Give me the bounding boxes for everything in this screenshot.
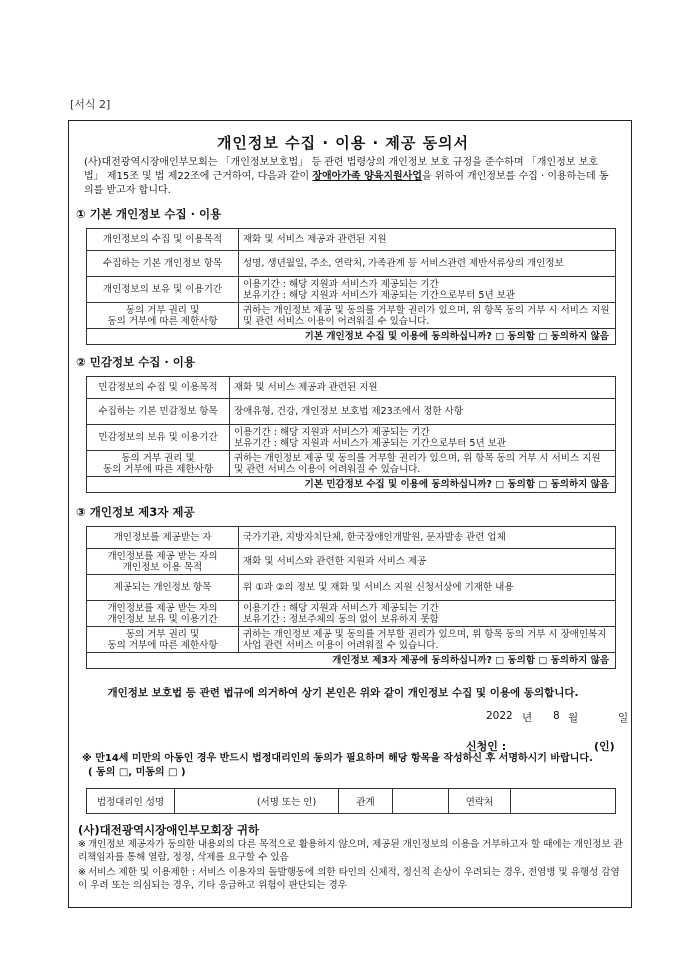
legal-representative-table — [86, 788, 616, 814]
row-label: 개인정보의 보유 및 이용기간 — [87, 277, 239, 303]
label-line-1: 개인정보를 제공 받는 자의 — [107, 602, 218, 614]
date-year[interactable]: 2022 — [486, 710, 513, 722]
row-label: 제공되는 개인정보 항목 — [87, 575, 239, 601]
applicant-seal[interactable]: (인) — [594, 740, 615, 753]
row-value: 위 ①과 ②의 정보 및 재화 및 서비스 지원 신청서상에 기재한 내용 — [239, 575, 616, 601]
table-row — [87, 277, 616, 303]
usage-period: 이용기간 : 해당 지원과 서비스가 제공되는 기간 — [234, 426, 430, 438]
row-value: 재화 및 서비스와 관련한 지원과 서비스 제공 — [239, 549, 616, 575]
section3-table — [86, 526, 616, 669]
row-value — [239, 601, 616, 627]
row-value — [230, 425, 616, 451]
label-line-2: 동의 거부에 따른 제한사항 — [107, 315, 218, 327]
table-row — [87, 399, 616, 425]
table-row — [87, 549, 616, 575]
intro-text-2: 을 위하여 개인정보를 수집 · 이용하는데 동의를 받고자 합니다. — [84, 171, 609, 196]
consent-question[interactable]: 개인정보 제3자 제공에 동의하십니까? □ 동의함 □ 동의하지 않음 — [87, 653, 616, 669]
row-label: 수집하는 기본 민감정보 항목 — [87, 399, 230, 425]
row-value: 귀하는 개인정보 제공 및 동의를 거부할 권리가 있으며, 위 항목 동의 거부 시 서비스 지원 및 관련 서비스 이용이 어려워질 수 있습니다. — [239, 303, 616, 329]
label-line-1: 동의 거부 권리 및 — [125, 628, 200, 640]
row-label — [87, 451, 230, 477]
label-line-2: 동의 거부에 따른 제한사항 — [102, 463, 213, 475]
table-row — [87, 575, 616, 601]
label-line-2: 동의 거부에 따른 제한사항 — [107, 639, 218, 651]
section2-table — [86, 376, 616, 493]
table-row — [87, 251, 616, 277]
retention-period: 보유기간 : 해당 지원과 서비스가 제공되는 기간으로부터 5년 보관 — [234, 437, 507, 449]
row-value: 귀하는 개인정보 제공 및 동의를 거부할 권리가 있으며, 위 항목 동의 거부 시 장애인복지사업 관련 서비스 이용이 어려워질 수 있습니다. — [239, 627, 616, 653]
guardian-notice — [82, 752, 622, 780]
row-label — [87, 601, 239, 627]
representative-name-label: 법정대리인 성명 — [87, 789, 175, 814]
row-label — [87, 303, 239, 329]
label-line-2: 개인정보 이용 목적 — [122, 561, 203, 573]
guardian-consent-checkboxes[interactable]: ( 동의 □, 미동의 □ ) — [88, 767, 186, 778]
intro-paragraph — [84, 156, 614, 198]
recipient-line: (사)대전광역시장애인부모회장 귀하 — [78, 823, 260, 837]
row-value: 장애유형, 건강, 개인정보 보호법 제23조에서 정한 사항 — [230, 399, 616, 425]
contact-label: 연락처 — [449, 789, 511, 814]
table-row — [87, 229, 616, 251]
label-line-2: 개인정보 보유 및 이용기간 — [107, 613, 218, 625]
consent-question-row — [87, 329, 616, 345]
footnote-1 — [78, 838, 624, 864]
table-row — [87, 451, 616, 477]
row-label: 개인정보의 수집 및 이용목적 — [87, 229, 239, 251]
row-label: 수집하는 기본 개인정보 항목 — [87, 251, 239, 277]
retention-period: 보유기간 : 해당 지원과 서비스가 제공되는 기간으로부터 5년 보관 — [243, 289, 516, 301]
representative-name-field[interactable] — [175, 789, 339, 814]
table-row — [87, 303, 616, 329]
date-month-unit: 월 — [568, 712, 579, 724]
label-line-1: 동의 거부 권리 및 — [125, 304, 200, 316]
section2-title: ② 민감정보 수집 · 이용 — [76, 355, 195, 369]
date-day-unit: 일 — [618, 712, 629, 724]
row-label — [87, 549, 239, 575]
row-label: 민감정보의 수집 및 이용목적 — [87, 377, 230, 399]
row-label — [87, 627, 239, 653]
intro-text-1: (사)대전광역시장애인부모회는 「개인정보보호법」 등 관련 법령상의 개인정보 보호 규정을 준수하며 「개인정보 보호법」 제15조 및 법 제22조에 근거하여, 다음과 같이 — [84, 157, 598, 182]
footnote-text: 서비스 제한 및 이용제한 : 서비스 이용자의 돌발행동에 의한 타인의 신체적, 정신적 손상이 우려되는 경우, 전염병 및 유행성 감염이 우려 또는 의심되는 경우, 기타 응급하고 위험이 판단되는 경우 — [78, 867, 620, 891]
contact-field[interactable] — [511, 789, 616, 814]
intro-emphasis: 장애아가족 양육지원사업 — [312, 171, 423, 182]
footnote-mark: ※ — [78, 867, 86, 878]
retention-period: 보유기간 : 정보주체의 동의 없이 보유하지 못함 — [243, 613, 439, 625]
sign-hint: (서명 또는 인) — [256, 797, 317, 808]
guardian-notice-line-1: ※ 만14세 미만의 아동인 경우 반드시 법정대리인의 동의가 필요하며 해당 항목을 작성하신 후 서명하시기 바랍니다. — [82, 753, 593, 764]
usage-period: 이용기간 : 해당 지원과 서비스가 제공되는 기간 — [243, 278, 439, 290]
footnote-2 — [78, 866, 624, 892]
consent-question-row — [87, 477, 616, 493]
table-row — [87, 527, 616, 549]
row-value: 국가기관, 지방자치단체, 한국장애인개발원, 문자발송 관련 업체 — [239, 527, 616, 549]
document-title: 개인정보 수집 · 이용 · 제공 동의서 — [216, 134, 470, 152]
row-value: 귀하는 개인정보 제공 및 동의를 거부할 권리가 있으며, 위 항목 동의 거부 시 서비스 지원 및 관련 서비스 이용이 어려워질 수 있습니다. — [230, 451, 616, 477]
relation-field[interactable] — [393, 789, 449, 814]
applicant-label: 신청인 : — [466, 740, 507, 753]
section3-title: ③ 개인정보 제3자 제공 — [76, 505, 195, 519]
table-row — [87, 425, 616, 451]
row-value: 재화 및 서비스 제공과 관련된 지원 — [239, 229, 616, 251]
row-value: 성명, 생년월일, 주소, 연락처, 가족관계 등 서비스관련 제반서류상의 개인정보 — [239, 251, 616, 277]
row-value: 재화 및 서비스 제공과 관련된 지원 — [230, 377, 616, 399]
label-line-1: 동의 거부 권리 및 — [121, 452, 195, 464]
row-label: 개인정보를 제공받는 자 — [87, 527, 239, 549]
consent-question[interactable]: 기본 민감정보 수집 및 이용에 동의하십니까? □ 동의함 □ 동의하지 않음 — [87, 477, 616, 493]
section1-table — [86, 228, 616, 345]
form-number-label: [서식 2] — [70, 98, 111, 111]
usage-period: 이용기간 : 해당 지원과 서비스가 제공되는 기간 — [243, 602, 439, 614]
footnote-text: 개인정보 제공자가 동의한 내용외의 다른 목적으로 활용하지 않으며, 제공된 개인정보의 이용을 거부하고자 할 때에는 개인정보 관리책임자를 통해 열람, 정정, 삭제를 요구할 수 있음 — [78, 839, 623, 863]
consent-question[interactable]: 기본 개인정보 수집 및 이용에 동의하십니까? □ 동의함 □ 동의하지 않음 — [87, 329, 616, 345]
relation-label: 관계 — [339, 789, 393, 814]
date-year-unit: 년 — [522, 712, 533, 724]
date-month[interactable]: 8 — [553, 710, 560, 722]
consent-statement: 개인정보 보호법 등 관련 법규에 의거하여 상기 본인은 위와 같이 개인정보 수집 및 이용에 동의합니다. — [107, 687, 579, 699]
row-value — [239, 277, 616, 303]
row-label: 민감정보의 보유 및 이용기간 — [87, 425, 230, 451]
section1-title: ① 기본 개인정보 수집 · 이용 — [76, 207, 222, 221]
table-row — [87, 601, 616, 627]
table-row — [87, 627, 616, 653]
footnote-mark: ※ — [78, 839, 86, 850]
label-line-1: 개인정보를 제공 받는 자의 — [107, 550, 218, 562]
table-row — [87, 377, 616, 399]
consent-question-row — [87, 653, 616, 669]
